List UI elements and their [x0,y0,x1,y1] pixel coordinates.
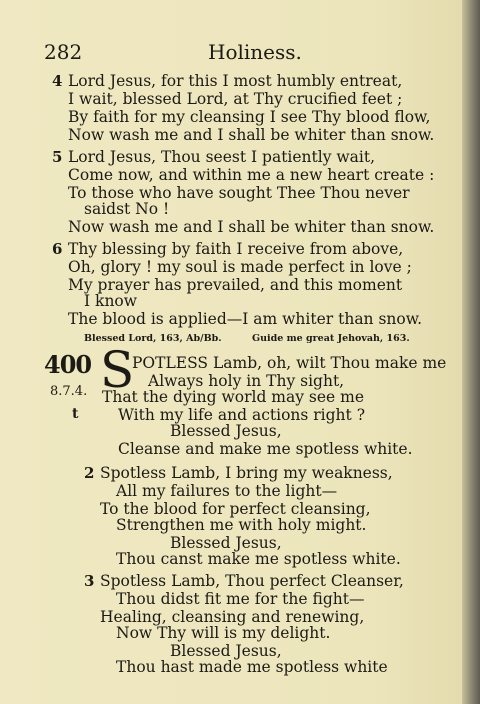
verse-line: POTLESS Lamb, oh, wilt Thou make me [132,354,447,372]
verse-line: Blessed Jesus, [170,534,282,552]
verse-line: Healing, cleansing and renewing, [100,608,365,626]
verse-line: Lord Jesus, for this I most humbly entreat, [68,72,403,90]
verse-line: Cleanse and make me spotless white. [118,440,413,458]
verse-line: By faith for my cleansing I see Thy blood flow, [68,108,431,126]
verse-line: Now wash me and I shall be whiter than snow. [68,126,435,144]
book-spine [462,0,480,704]
hymn-meter: 8.7.4. [50,384,88,399]
page-number: 282 [44,40,83,64]
drop-cap: S [100,341,135,399]
verse-line: saidst No ! [84,200,170,218]
page-title: Holiness. [208,40,302,64]
page-header [44,40,444,66]
verse-line: I know [84,292,138,310]
verse-line: Thou canst make me spotless white. [116,550,401,568]
verse-number: 4 [52,72,63,90]
verse-number: 3 [84,572,95,590]
verse-line: Oh, glory ! my soul is made perfect in love ; [68,258,412,276]
verse-line: Now Thy will is my delight. [116,624,331,642]
verse-line: Thou didst fit me for the fight— [116,590,365,608]
verse-line: Spotless Lamb, I bring my weakness, [100,464,393,482]
verse-line: Now wash me and I shall be whiter than snow. [68,218,435,236]
verse-line: To those who have sought Thee Thou never [68,184,410,202]
tune-reference-right: Guide me great Jehovah, 163. [252,333,410,344]
verse-line: Thou hast made me spotless white [116,658,388,676]
hymn-number: 400 [44,350,92,379]
verse-number: 6 [52,240,63,258]
verse-line: All my failures to the light— [116,482,338,500]
verse-line: Strengthen me with holy might. [116,516,367,534]
verse-line: Thy blessing by faith I receive from above, [68,240,404,258]
verse-line: I wait, blessed Lord, at Thy crucified feet ; [68,90,403,108]
verse-line: Blessed Jesus, [170,642,282,660]
verse-line: Blessed Jesus, [170,422,282,440]
verse-line: With my life and actions right ? [118,406,366,424]
verse-line: To the blood for perfect cleansing, [100,500,371,518]
verse-line: Always holy in Thy sight, [148,372,345,390]
verse-line: That the dying world may see me [102,388,365,406]
verse-line: Come now, and within me a new heart create : [68,166,435,184]
verse-line: Spotless Lamb, Thou perfect Cleanser, [100,572,404,590]
verse-line: The blood is applied—I am whiter than snow. [68,310,423,328]
verse-number: 2 [84,464,95,482]
verse-line: Lord Jesus, Thou seest I patiently wait, [68,148,376,166]
verse-number: 5 [52,148,63,166]
tune-reference-left: Blessed Lord, 163, Ab/Bb. [84,333,222,344]
hymn-mark: t [72,406,79,422]
verse-line: My prayer has prevailed, and this moment [68,276,403,294]
